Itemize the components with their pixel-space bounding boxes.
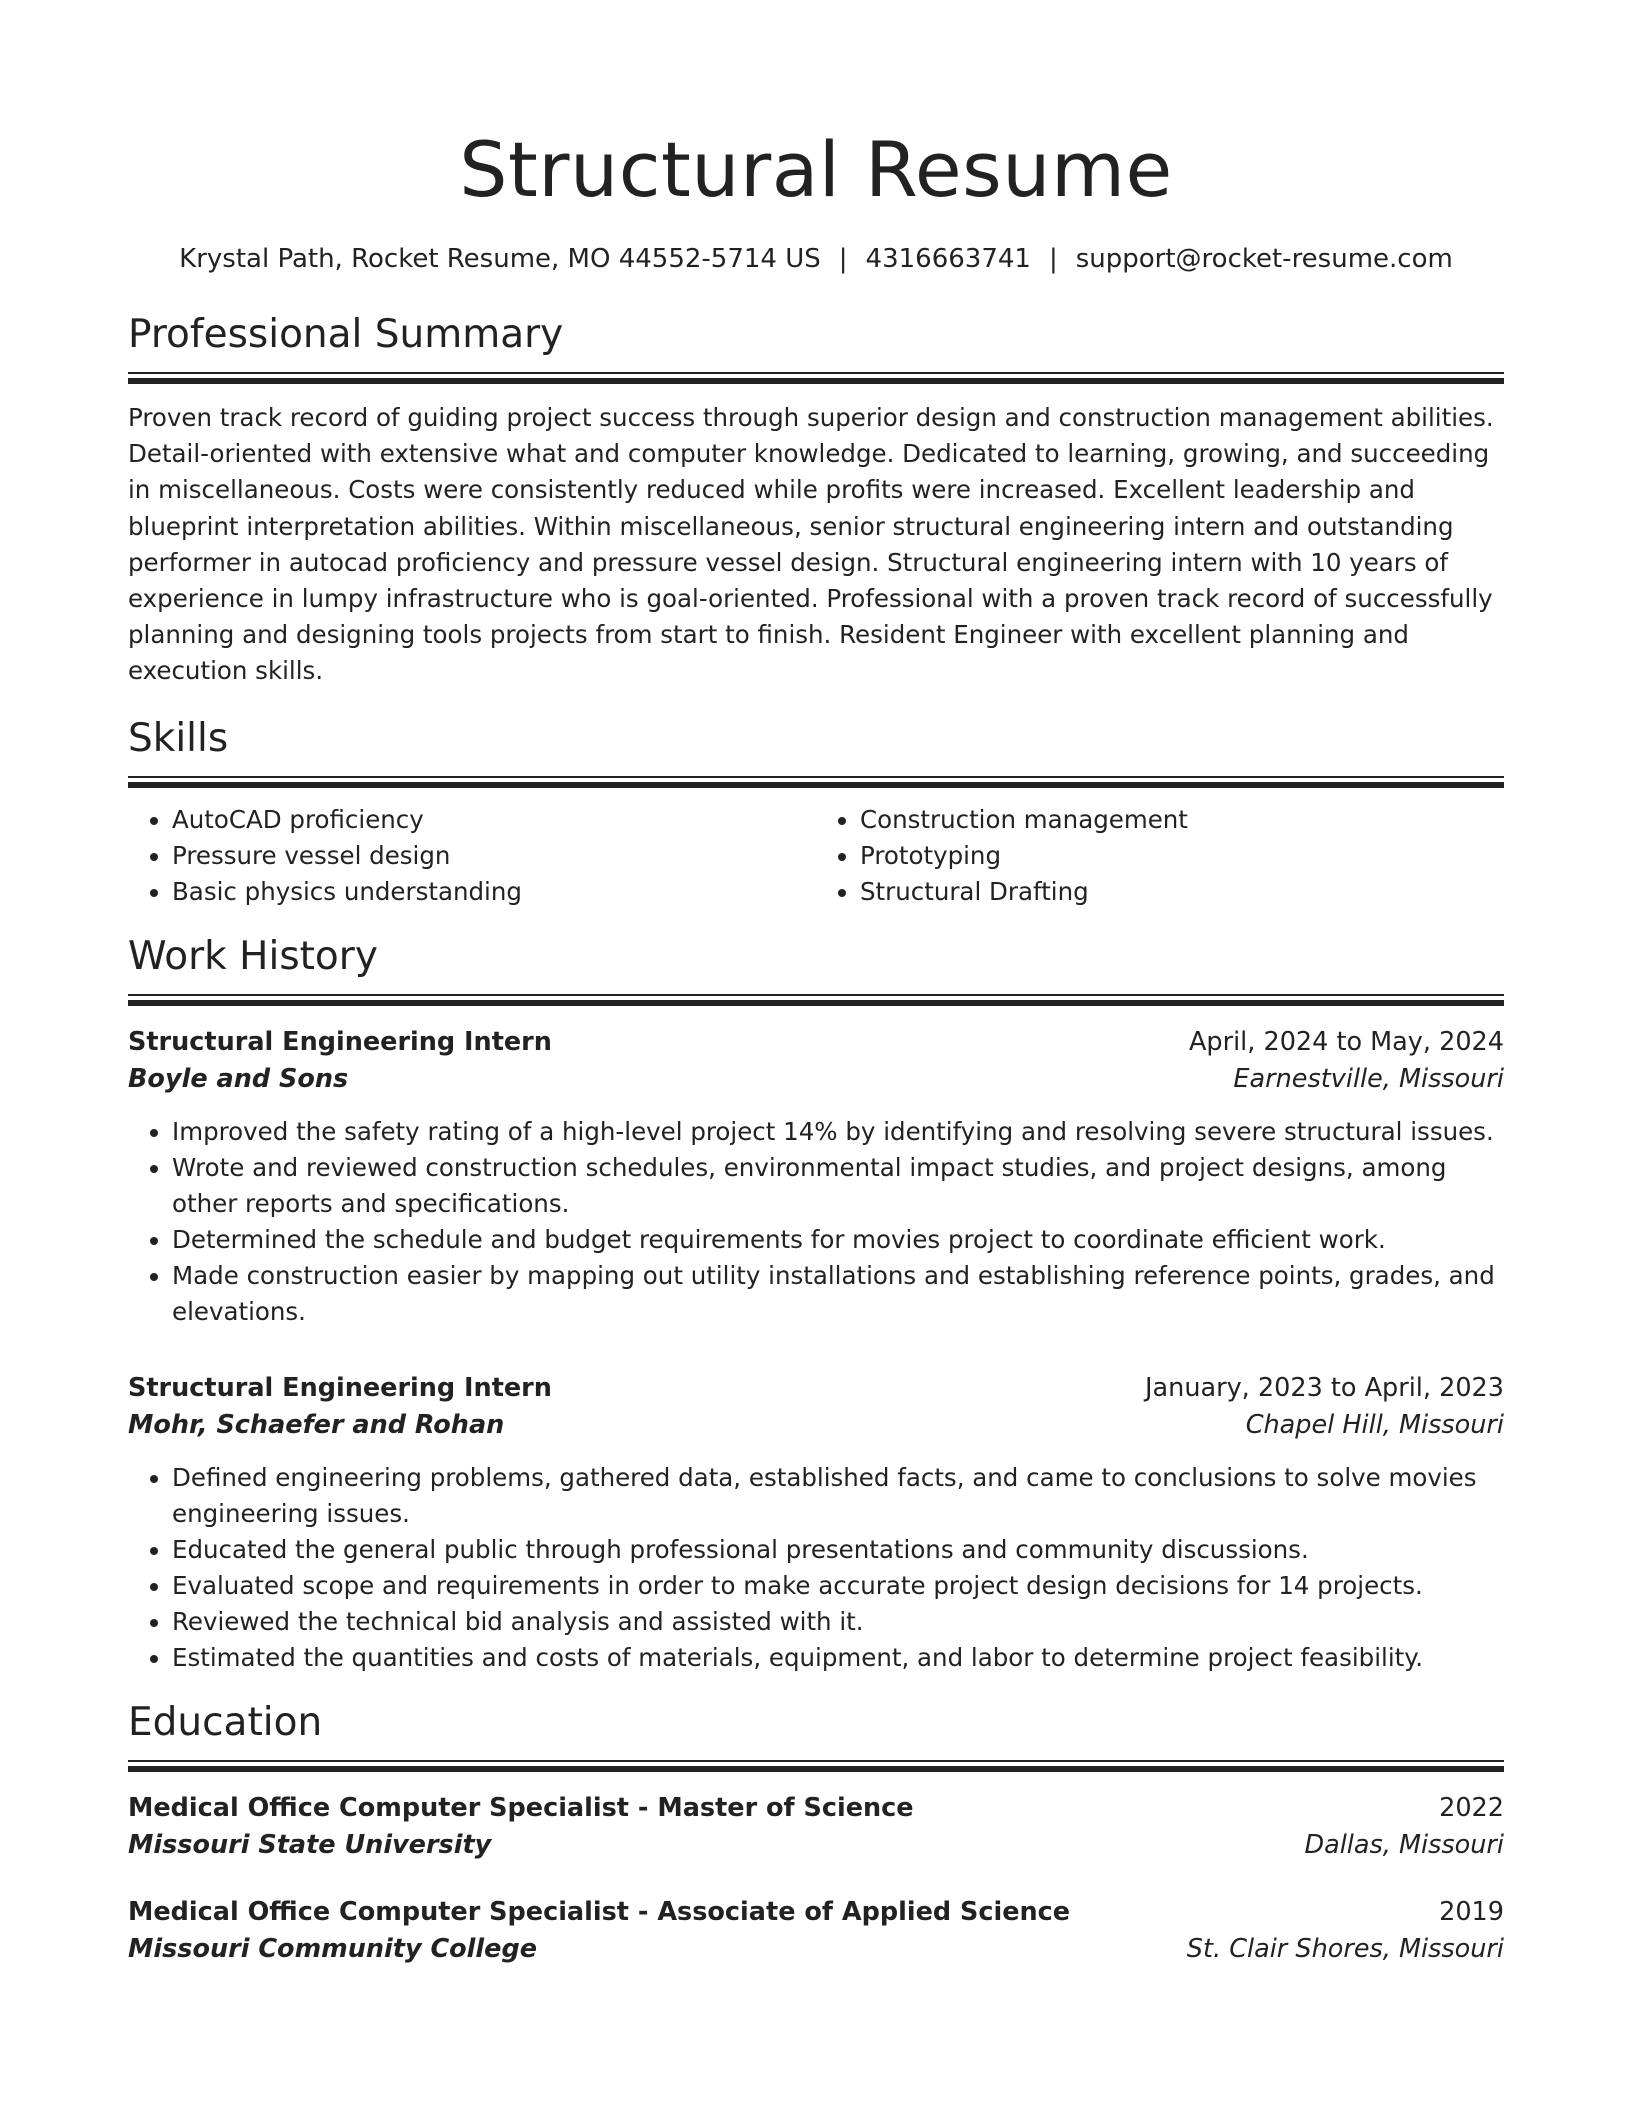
- job-bullet: • Wrote and reviewed construction schedules, environmental impact studies, and project designs, among other reports and specifications.: [172, 1150, 1504, 1222]
- education-header-row: [128, 1790, 1504, 1827]
- job-entry: [128, 1370, 1504, 1676]
- job-header-row: [128, 1370, 1504, 1407]
- skill-item: • Prototyping: [860, 838, 1504, 874]
- job-company: Boyle and Sons: [128, 1064, 349, 1095]
- education-section: [128, 1698, 1504, 1968]
- job-bullet: • Reviewed the technical bid analysis and assisted with it.: [172, 1604, 1504, 1640]
- education-year: 2022: [1439, 1793, 1504, 1824]
- job-header-row: [128, 1024, 1504, 1061]
- education-degree: Medical Office Computer Specialist - Master of Science: [128, 1793, 914, 1824]
- resume-title: Structural Resume: [459, 125, 1173, 214]
- skills-list-left: [128, 802, 816, 910]
- section-divider: [128, 1760, 1504, 1772]
- section-divider: [128, 776, 1504, 788]
- job-company-row: [128, 1061, 1504, 1098]
- summary-section: [128, 310, 1504, 690]
- job-role: Structural Engineering Intern: [128, 1373, 552, 1404]
- skill-item: • Structural Drafting: [860, 874, 1504, 910]
- job-bullets: [128, 1114, 1504, 1330]
- education-year: 2019: [1439, 1897, 1504, 1928]
- job-company-row: [128, 1407, 1504, 1444]
- education-degree: Medical Office Computer Specialist - Associate of Applied Science: [128, 1897, 1071, 1928]
- job-bullet: • Estimated the quantities and costs of materials, equipment, and labor to determine project feasibility.: [172, 1640, 1504, 1676]
- job-bullet: • Evaluated scope and requirements in order to make accurate project design decisions for 14 projects.: [172, 1568, 1504, 1604]
- job-bullet: • Determined the schedule and budget requirements for movies project to coordinate efficient work.: [172, 1222, 1504, 1258]
- job-bullet: • Improved the safety rating of a high-level project 14% by identifying and resolving severe structural issues.: [172, 1114, 1504, 1150]
- job-dates: January, 2023 to April, 2023: [1145, 1373, 1504, 1404]
- contact-address: Krystal Path, Rocket Resume, MO 44552-5714 US: [179, 244, 821, 274]
- job-dates: April, 2024 to May, 2024: [1188, 1027, 1504, 1058]
- education-school: Missouri State University: [128, 1830, 492, 1861]
- contact-separator: |: [1048, 244, 1058, 274]
- section-title-education: Education: [128, 1700, 323, 1746]
- section-title-work-history: Work History: [128, 934, 378, 980]
- education-entry: [128, 1790, 1504, 1864]
- job-location: Chapel Hill, Missouri: [1245, 1410, 1504, 1441]
- skill-item: • Construction management: [860, 802, 1504, 838]
- contact-email: support@rocket-resume.com: [1075, 244, 1453, 274]
- job-location: Earnestville, Missouri: [1233, 1064, 1504, 1095]
- section-divider: [128, 372, 1504, 384]
- job-role: Structural Engineering Intern: [128, 1027, 552, 1058]
- skill-item: • AutoCAD proficiency: [172, 802, 816, 838]
- section-title-skills: Skills: [128, 716, 229, 762]
- job-bullet: • Made construction easier by mapping out utility installations and establishing reference points, grades, and elevations.: [172, 1258, 1504, 1330]
- section-title-summary: Professional Summary: [128, 312, 564, 357]
- skill-item: • Basic physics understanding: [172, 874, 816, 910]
- skills-section: [128, 714, 1504, 910]
- section-divider: [128, 994, 1504, 1006]
- education-location: Dallas, Missouri: [1304, 1830, 1504, 1861]
- skill-item: • Pressure vessel design: [172, 838, 816, 874]
- job-company: Mohr, Schaefer and Rohan: [128, 1410, 505, 1441]
- job-entry: [128, 1024, 1504, 1330]
- education-entry: [128, 1894, 1504, 1968]
- skills-grid: [128, 802, 1504, 910]
- contact-phone: 4316663741: [865, 244, 1031, 274]
- contact-line: [128, 242, 1504, 276]
- education-school: Missouri Community College: [128, 1934, 538, 1965]
- job-bullets: [128, 1460, 1504, 1676]
- job-bullet: • Educated the general public through professional presentations and community discussions.: [172, 1532, 1504, 1568]
- skills-list-right: [816, 802, 1504, 910]
- contact-separator: |: [838, 244, 848, 274]
- education-location: St. Clair Shores, Missouri: [1186, 1934, 1504, 1965]
- education-header-row: [128, 1894, 1504, 1931]
- education-school-row: [128, 1931, 1504, 1968]
- summary-text: Proven track record of guiding project success through superior design and construction management abilities. Detail-oriented with extensive what and computer knowledge. Dedicated to learning, growing, and succeeding in miscellaneous. Costs were consistently reduced while profits were increased. Excellent leadership and blueprint interpretation abilities. Within miscellaneous, senior structural engineering intern and outstanding performer in autocad proficiency and pressure vessel design. Structural engineering intern with 10 years of experience in lumpy infrastructure who is goal-oriented. Professional with a proven track record of successfully planning and designing tools projects from start to finish. Resident Engineer with excellent planning and execution skills.: [128, 403, 1494, 686]
- education-school-row: [128, 1827, 1504, 1864]
- job-bullet: • Defined engineering problems, gathered data, established facts, and came to conclusions to solve movies engineering issues.: [172, 1460, 1504, 1532]
- work-history-section: [128, 932, 1504, 1676]
